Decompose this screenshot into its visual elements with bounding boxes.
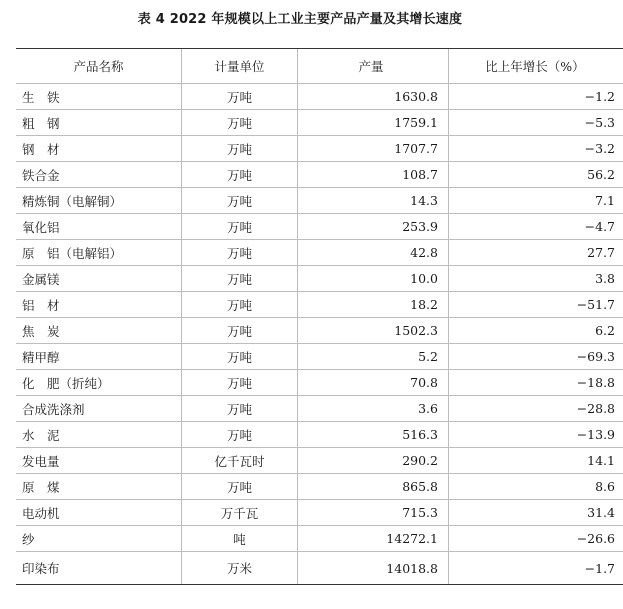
cell-output: 42.8	[298, 240, 449, 266]
cell-unit: 万吨	[182, 162, 298, 188]
cell-output: 70.8	[298, 370, 449, 396]
cell-unit: 万吨	[182, 422, 298, 448]
cell-unit: 万吨	[182, 266, 298, 292]
cell-product-name: 化 肥（折纯）	[16, 370, 182, 396]
cell-growth: 6.2	[449, 318, 623, 344]
table-row	[16, 188, 623, 214]
cell-output: 5.2	[298, 344, 449, 370]
cell-output: 10.0	[298, 266, 449, 292]
cell-output: 108.7	[298, 162, 449, 188]
cell-output: 1502.3	[298, 318, 449, 344]
table-row	[16, 136, 623, 162]
cell-unit: 万吨	[182, 292, 298, 318]
cell-unit: 吨	[182, 526, 298, 552]
cell-unit: 万吨	[182, 136, 298, 162]
cell-growth: −26.6	[449, 526, 623, 552]
cell-product-name: 纱	[16, 526, 182, 552]
table-row	[16, 552, 623, 585]
table-header	[16, 49, 623, 84]
cell-output: 1759.1	[298, 110, 449, 136]
cell-unit: 万吨	[182, 318, 298, 344]
header-output: 产量	[298, 49, 449, 84]
cell-output: 14.3	[298, 188, 449, 214]
cell-product-name: 钢 材	[16, 136, 182, 162]
cell-unit: 万吨	[182, 344, 298, 370]
cell-product-name: 铁合金	[16, 162, 182, 188]
table-body	[16, 84, 623, 585]
cell-growth: −51.7	[449, 292, 623, 318]
table-row	[16, 448, 623, 474]
cell-output: 290.2	[298, 448, 449, 474]
cell-output: 1707.7	[298, 136, 449, 162]
cell-product-name: 合成洗涤剂	[16, 396, 182, 422]
cell-output: 3.6	[298, 396, 449, 422]
cell-growth: 8.6	[449, 474, 623, 500]
cell-growth: 31.4	[449, 500, 623, 526]
cell-product-name: 发电量	[16, 448, 182, 474]
header-product-name: 产品名称	[16, 49, 182, 84]
cell-unit: 万吨	[182, 214, 298, 240]
cell-growth: −4.7	[449, 214, 623, 240]
table-row	[16, 526, 623, 552]
cell-unit: 万吨	[182, 84, 298, 110]
cell-product-name: 生 铁	[16, 84, 182, 110]
cell-unit: 万吨	[182, 396, 298, 422]
cell-output: 253.9	[298, 214, 449, 240]
table-row	[16, 370, 623, 396]
cell-unit: 万吨	[182, 240, 298, 266]
table-row	[16, 500, 623, 526]
table-row	[16, 110, 623, 136]
header-unit: 计量单位	[182, 49, 298, 84]
cell-product-name: 精甲醇	[16, 344, 182, 370]
cell-unit: 万千瓦	[182, 500, 298, 526]
cell-unit: 万米	[182, 552, 298, 585]
cell-unit: 万吨	[182, 110, 298, 136]
cell-growth: −5.3	[449, 110, 623, 136]
cell-growth: −1.2	[449, 84, 623, 110]
table-title: 表 4 2022 年规模以上工业主要产品产量及其增长速度	[137, 12, 463, 27]
cell-output: 14272.1	[298, 526, 449, 552]
cell-growth: 14.1	[449, 448, 623, 474]
cell-product-name: 焦 炭	[16, 318, 182, 344]
cell-growth: 3.8	[449, 266, 623, 292]
cell-output: 18.2	[298, 292, 449, 318]
cell-product-name: 原 煤	[16, 474, 182, 500]
cell-product-name: 精炼铜（电解铜）	[16, 188, 182, 214]
table-row	[16, 474, 623, 500]
table-row	[16, 162, 623, 188]
cell-product-name: 电动机	[16, 500, 182, 526]
cell-growth: −69.3	[449, 344, 623, 370]
table-row	[16, 422, 623, 448]
table-row	[16, 318, 623, 344]
cell-unit: 亿千瓦时	[182, 448, 298, 474]
table-row	[16, 292, 623, 318]
table-row	[16, 240, 623, 266]
cell-output: 14018.8	[298, 552, 449, 585]
production-table	[16, 48, 623, 585]
cell-growth: 56.2	[449, 162, 623, 188]
cell-product-name: 金属镁	[16, 266, 182, 292]
table-row	[16, 344, 623, 370]
cell-growth: 7.1	[449, 188, 623, 214]
cell-output: 865.8	[298, 474, 449, 500]
table-row	[16, 266, 623, 292]
cell-growth: −28.8	[449, 396, 623, 422]
cell-output: 1630.8	[298, 84, 449, 110]
cell-product-name: 原 铝（电解铝）	[16, 240, 182, 266]
cell-product-name: 铝 材	[16, 292, 182, 318]
cell-growth: 27.7	[449, 240, 623, 266]
table-row	[16, 214, 623, 240]
cell-growth: −1.7	[449, 552, 623, 585]
header-growth: 比上年增长（%）	[449, 49, 623, 84]
cell-output: 715.3	[298, 500, 449, 526]
cell-unit: 万吨	[182, 474, 298, 500]
cell-unit: 万吨	[182, 188, 298, 214]
cell-growth: −18.8	[449, 370, 623, 396]
table-row	[16, 84, 623, 110]
cell-product-name: 氧化铝	[16, 214, 182, 240]
table-row	[16, 396, 623, 422]
cell-unit: 万吨	[182, 370, 298, 396]
cell-output: 516.3	[298, 422, 449, 448]
cell-product-name: 印染布	[16, 552, 182, 585]
header-row	[16, 49, 623, 84]
cell-product-name: 水 泥	[16, 422, 182, 448]
cell-product-name: 粗 钢	[16, 110, 182, 136]
cell-growth: −13.9	[449, 422, 623, 448]
cell-growth: −3.2	[449, 136, 623, 162]
